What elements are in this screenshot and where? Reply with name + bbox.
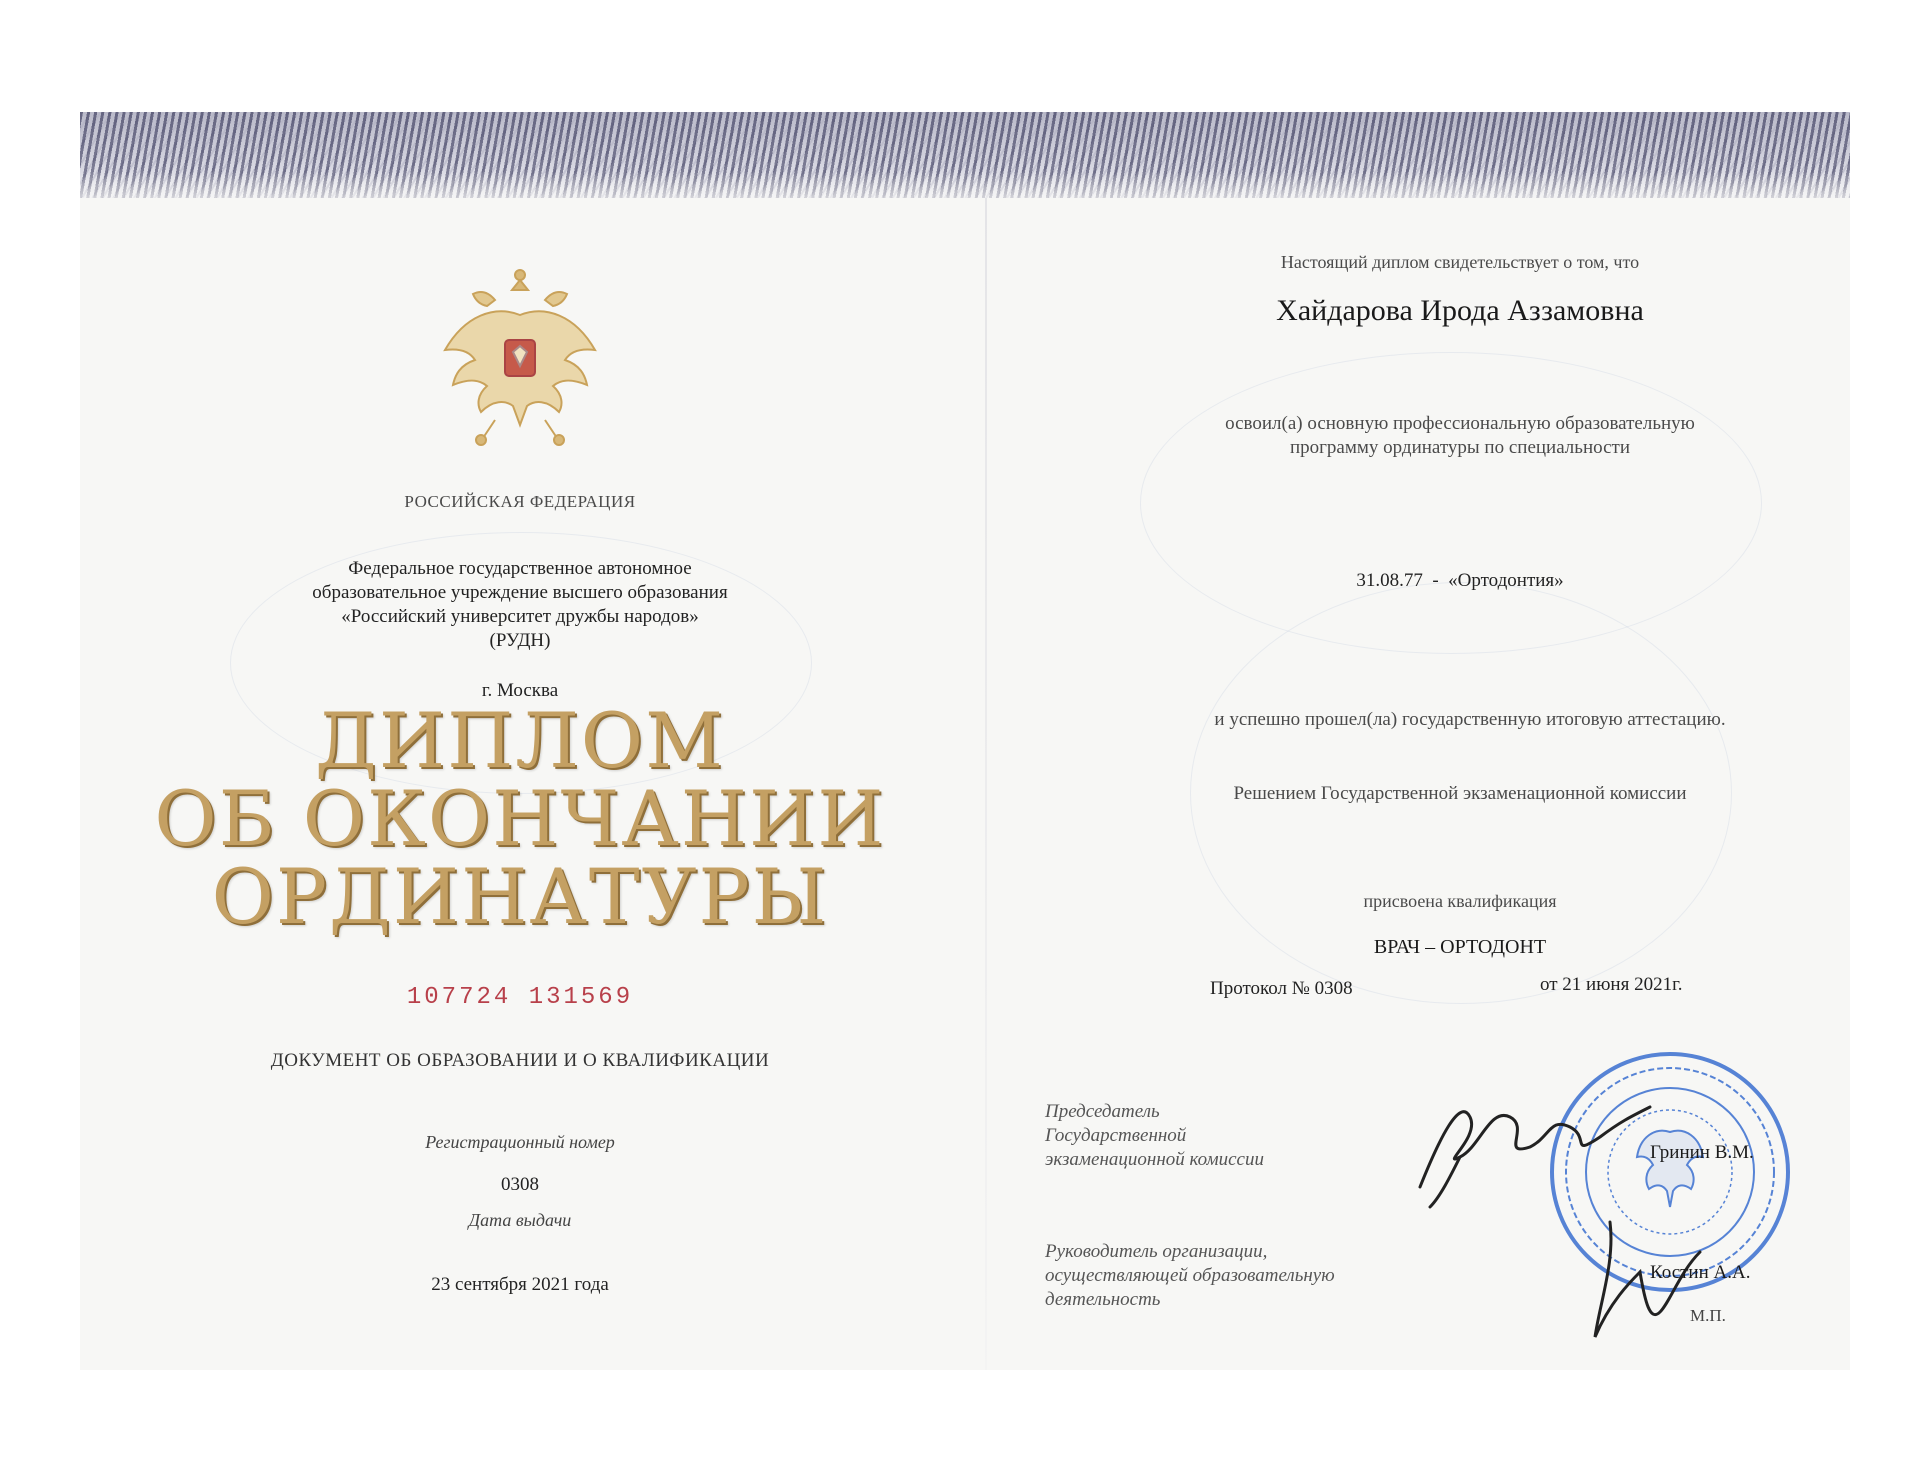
chair-title [1045, 1100, 1264, 1172]
attestation-text: и успешно прошел(ла) государственную итоговую аттестацию. [1214, 709, 1726, 730]
decision-text: Решением Государственной экзаменационной комиссии [1233, 783, 1687, 804]
head-line: осуществляющей образовательную [1045, 1265, 1335, 1286]
stamp-place-label: М.П. [1690, 1306, 1726, 1325]
chair-line: Государственной [1045, 1125, 1187, 1146]
diploma-title [140, 696, 900, 941]
organization-block [230, 557, 810, 653]
protocol-date: от 21 июня 2021г. [1540, 974, 1683, 995]
registration-number: 0308 [501, 1174, 539, 1195]
organization-line: образовательное учреждение высшего образования [312, 582, 728, 603]
qualification-label: присвоена квалификация [1363, 891, 1557, 911]
serial-number: 107724 131569 [406, 984, 634, 1011]
head-line: Руководитель организации, [1045, 1241, 1268, 1262]
page-fold [985, 198, 987, 1370]
protocol-number: Протокол № 0308 [1210, 978, 1353, 999]
program-text [1090, 412, 1830, 460]
head-name: Костин А.А. [1650, 1262, 1751, 1283]
organization-line: Федеральное государственное автономное [348, 558, 692, 579]
title-line: ОРДИНАТУРЫ [211, 852, 829, 941]
organization-line: «Российский университет дружбы народов» [341, 606, 699, 627]
diploma-sheet [80, 112, 1850, 1370]
title-line: ОБ ОКОНЧАНИИ [154, 774, 886, 863]
chair-name: Гринин В.М. [1650, 1142, 1754, 1163]
chair-signature-icon [1400, 1077, 1660, 1217]
city-label: г. Москва [481, 680, 559, 701]
chair-line: экзаменационной комиссии [1045, 1149, 1264, 1170]
issue-date-label: Дата выдачи [468, 1210, 572, 1230]
organization-line: (РУДН) [489, 630, 551, 651]
program-line: программу ординатуры по специальности [1289, 437, 1631, 458]
document-type: ДОКУМЕНТ ОБ ОБРАЗОВАНИИ И О КВАЛИФИКАЦИИ [270, 1050, 770, 1071]
head-line: деятельность [1045, 1289, 1161, 1310]
country-label: РОССИЙСКАЯ ФЕДЕРАЦИЯ [404, 492, 636, 511]
intro-text: Настоящий диплом свидетельствует о том, что [1280, 252, 1640, 272]
qualification: ВРАЧ – ОРТОДОНТ [1373, 936, 1547, 958]
coat-of-arms-icon [425, 260, 615, 450]
program-line: освоил(а) основную профессиональную образовательную [1225, 413, 1695, 434]
chair-line: Председатель [1045, 1101, 1160, 1122]
registration-label: Регистрационный номер [425, 1132, 615, 1152]
graduate-name: Хайдарова Ирода Аззамовна [1276, 294, 1644, 327]
specialty: 31.08.77 - «Ортодонтия» [1356, 570, 1564, 591]
head-title [1045, 1240, 1335, 1312]
title-line: ДИПЛОМ [315, 696, 725, 785]
issue-date: 23 сентября 2021 года [431, 1274, 609, 1295]
